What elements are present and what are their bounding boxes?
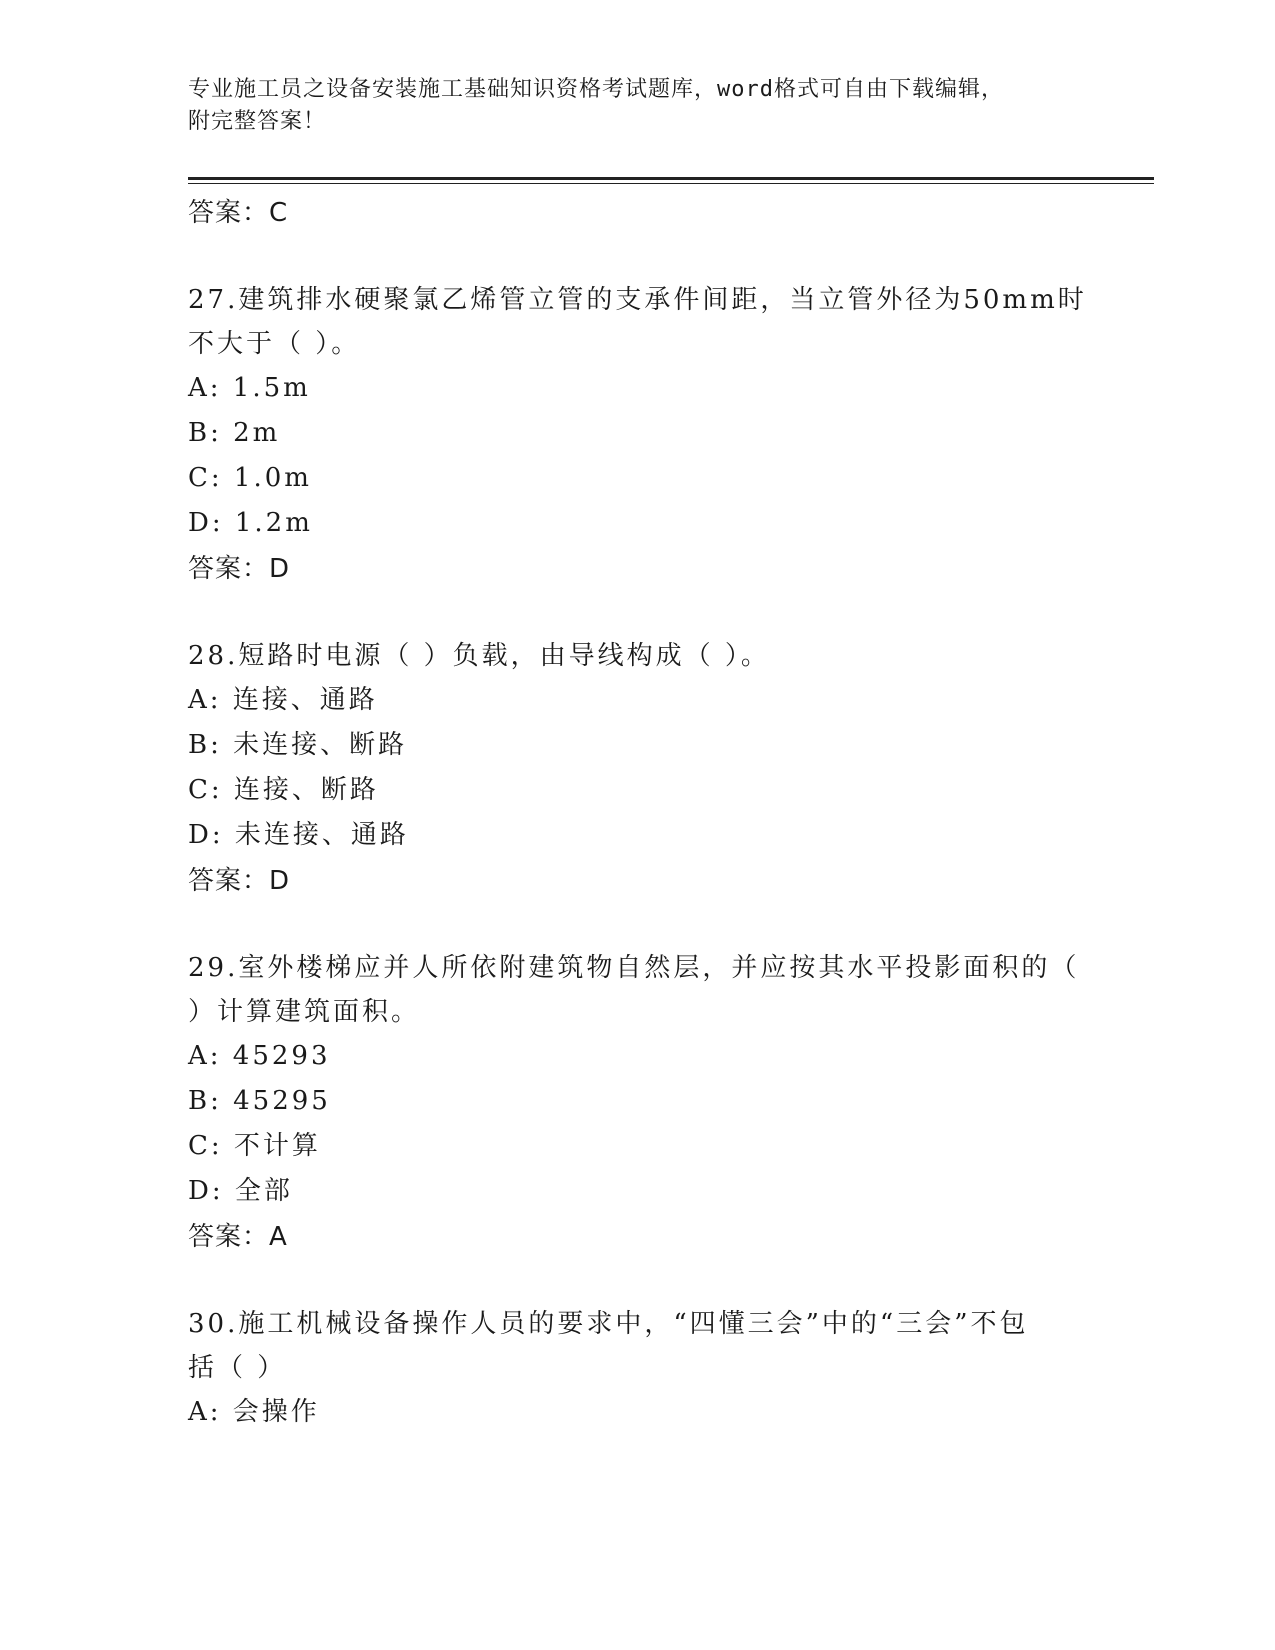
option-c: C: 连接、断路: [188, 775, 379, 805]
option-b: B: 未连接、断路: [188, 730, 408, 760]
previous-answer: 答案：C: [188, 198, 289, 228]
question-stem-line-1: 28.短路时电源（ ）负载，由导线构成（ ）。: [188, 641, 770, 671]
question-stem-line-2: 括（ ）: [188, 1353, 287, 1383]
option-c: C: 1.0m: [188, 463, 312, 493]
option-d: D: 未连接、通路: [188, 820, 409, 850]
question-30: [188, 1302, 1088, 1435]
header-line-1: 专业施工员之设备安装施工基础知识资格考试题库，word格式可自由下载编辑，: [188, 77, 1004, 102]
question-answer: 答案：A: [188, 1222, 288, 1252]
option-d: D: 全部: [188, 1176, 293, 1206]
option-a: A: 1.5m: [188, 373, 311, 403]
question-list: [188, 190, 1088, 1435]
question-27: [188, 278, 1088, 592]
option-d: D: 1.2m: [188, 508, 313, 538]
option-a: A: 连接、通路: [188, 685, 378, 715]
question-answer: 答案：D: [188, 554, 291, 584]
header-divider-thin: [188, 183, 1154, 184]
question-stem-line-1: 27.建筑排水硬聚氯乙烯管立管的支承件间距，当立管外径为50mm时: [188, 285, 1087, 315]
question-28: [188, 634, 1088, 904]
question-stem-line-1: 30.施工机械设备操作人员的要求中，“四懂三会”中的“三会”不包: [188, 1309, 1029, 1339]
header-divider-thick: [188, 177, 1154, 180]
question-29: [188, 946, 1088, 1260]
header-line-2: 附完整答案！: [188, 109, 327, 134]
question-answer: 答案：D: [188, 866, 291, 896]
document-header: [188, 74, 1088, 138]
question-stem-line-1: 29.室外楼梯应并人所依附建筑物自然层，并应按其水平投影面积的（: [188, 953, 1080, 983]
option-a: A: 45293: [188, 1041, 331, 1071]
option-c: C: 不计算: [188, 1131, 321, 1161]
option-a: A: 会操作: [188, 1397, 320, 1427]
question-stem-line-2: 不大于（ ）。: [188, 329, 361, 359]
question-stem-line-2: ）计算建筑面积。: [188, 997, 421, 1027]
option-b: B: 45295: [188, 1086, 331, 1116]
option-b: B: 2m: [188, 418, 281, 448]
